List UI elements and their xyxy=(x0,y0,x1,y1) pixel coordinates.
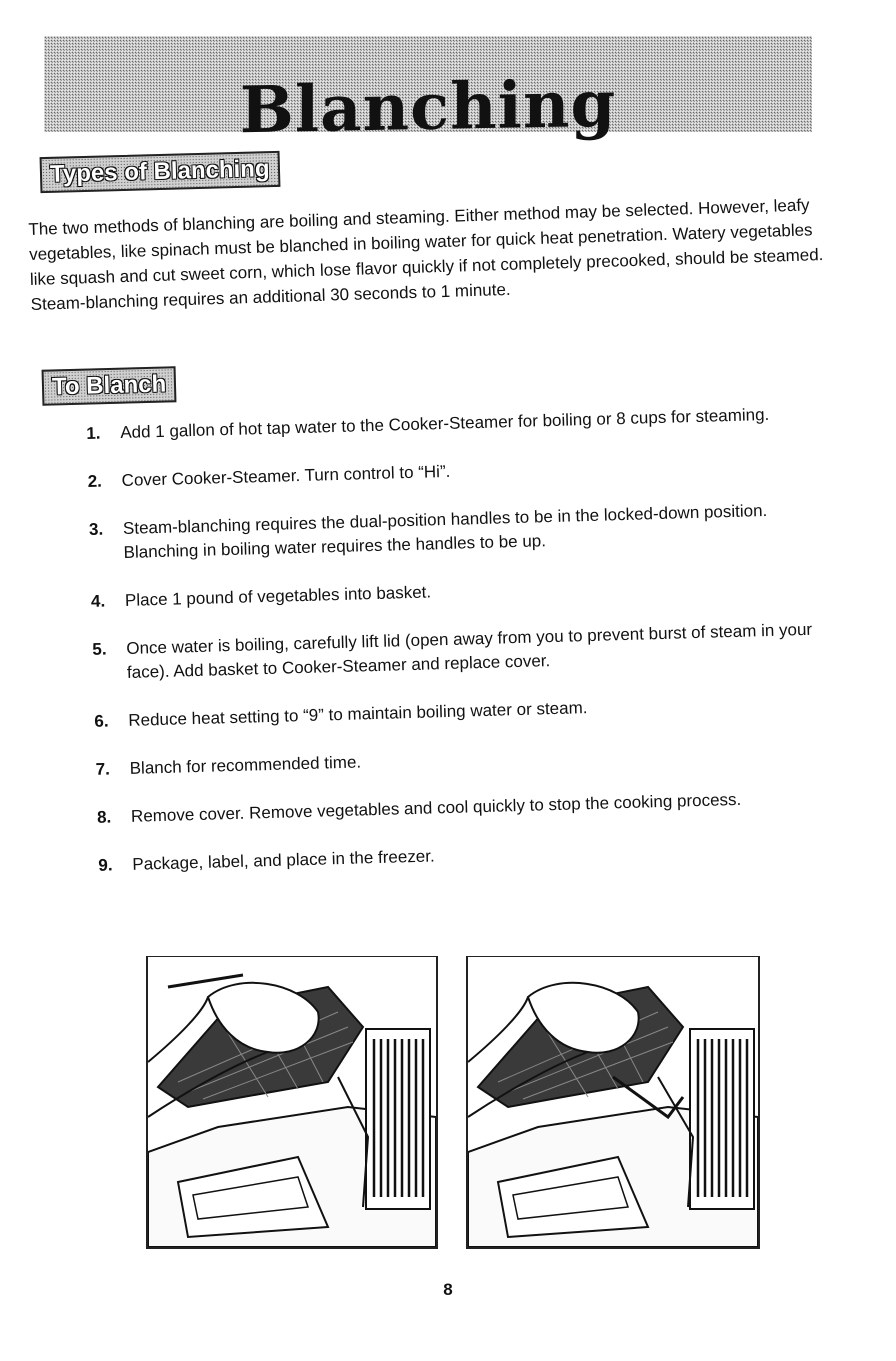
to-blanch-heading: To Blanch xyxy=(42,366,177,406)
step-number: 2. xyxy=(87,471,103,491)
basket-handles-up-illustration xyxy=(146,956,438,1249)
step-item xyxy=(92,617,829,686)
step-text: Once water is boiling, carefully lift lid (open away from you to prevent burst of steam in your face). Add basket to Cooker-Steamer and replace cover. xyxy=(126,619,813,682)
step-item xyxy=(94,689,830,734)
step-number: 5. xyxy=(92,639,107,659)
step-text: Remove cover. Remove vegetables and cool quickly to stop the cooking process. xyxy=(130,789,742,826)
title-banner xyxy=(44,36,812,149)
step-number: 7. xyxy=(95,759,111,779)
step-text: Blanch for recommended time. xyxy=(129,752,362,778)
step-text: Steam-blanching requires the dual-position handles to be in the locked-down position. Blanching in boiling water requires the handles to be up. xyxy=(122,501,768,562)
basket-illustration-svg xyxy=(468,957,758,1247)
page-number: 8 xyxy=(443,1280,453,1299)
basket-illustration-svg xyxy=(148,957,436,1247)
types-of-blanching-heading: Types of Blanching xyxy=(40,151,280,193)
step-item xyxy=(91,569,827,614)
basket-handles-down-illustration xyxy=(466,956,760,1249)
step-item xyxy=(87,449,823,494)
step-text: Add 1 gallon of hot tap water to the Cooker-Steamer for boiling or 8 cups for steaming. xyxy=(120,404,770,443)
step-number: 3. xyxy=(88,519,104,539)
step-item xyxy=(98,833,834,878)
step-number: 4. xyxy=(90,591,106,611)
step-number: 8. xyxy=(96,807,112,827)
page-title: Blanching xyxy=(239,66,617,149)
step-text: Reduce heat setting to “9” to maintain boiling water or steam. xyxy=(128,698,588,730)
blanch-steps-list xyxy=(86,401,835,901)
step-item xyxy=(86,401,822,446)
types-paragraph: The two methods of blanching are boiling and steaming. Either method may be selected. However, leafy vegetables, like spinach must be blanched in boiling water for quick heat penetration. Watery vegetables like squash and cut sweet corn, which lose flavor quickly if not completely precooked, should be steamed. Steam-blanching requires an additional 30 seconds to 1 minute. xyxy=(28,195,824,314)
step-number: 6. xyxy=(94,711,109,731)
step-item xyxy=(89,497,826,566)
step-number: 1. xyxy=(86,423,101,443)
step-text: Place 1 pound of vegetables into basket. xyxy=(124,582,432,610)
step-text: Cover Cooker-Steamer. Turn control to “Hi”. xyxy=(121,461,451,491)
step-item xyxy=(97,785,833,830)
step-item xyxy=(95,737,831,782)
step-number: 9. xyxy=(98,855,113,875)
step-text: Package, label, and place in the freezer. xyxy=(132,846,435,874)
